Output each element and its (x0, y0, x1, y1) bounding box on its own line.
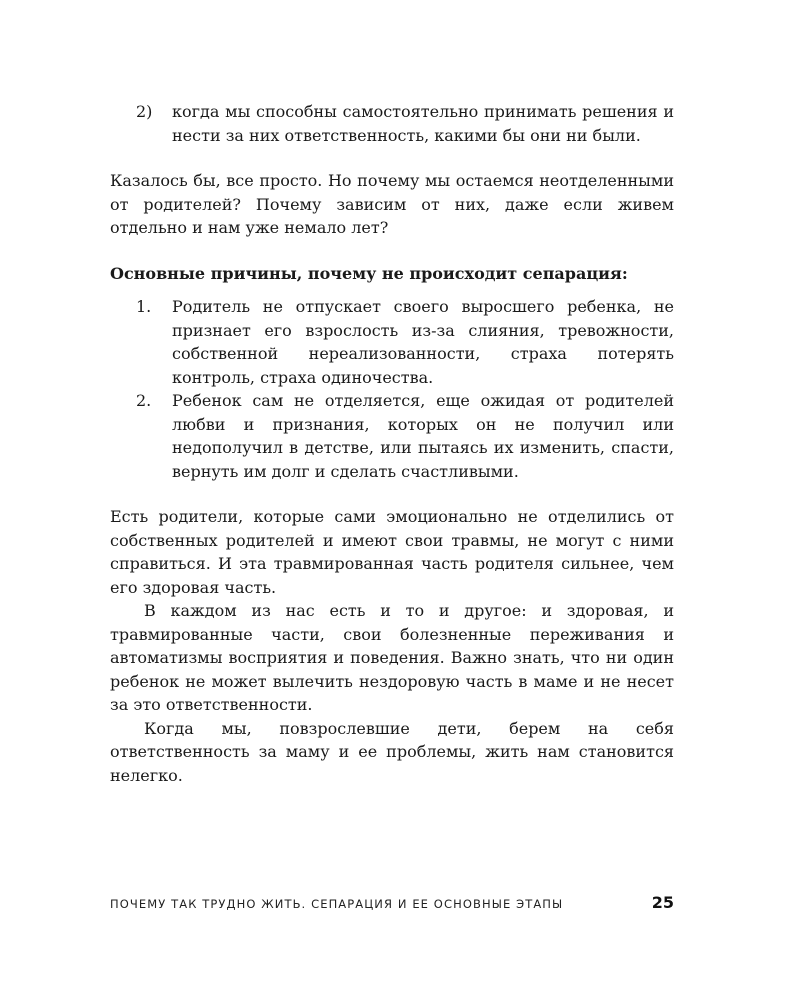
body-paragraph-2: В каждом из нас есть и то и другое: и здоровая, и травмированные части, свои болезненные переживания и автоматизмы восприятия и поведения. Важно знать, что ни один ребенок не может вылечить нездоровую часть в маме и не несет за это ответственности. (110, 601, 674, 714)
list-item-2 (110, 100, 674, 147)
reason-text: Ребенок сам не отделяется, еще ожидая от родителей любви и признания, которых он не получил или недополучил в детстве, или пытаясь их изменить, спасти, вернуть им долг и сделать счастливыми. (172, 391, 674, 481)
list-marker: 2) (136, 102, 153, 121)
running-title: ПОЧЕМУ ТАК ТРУДНО ЖИТЬ. СЕПАРАЦИЯ И ЕЕ ОСНОВНЫЕ ЭТАПЫ (110, 897, 564, 911)
reason-item-1 (110, 295, 674, 389)
page-number: 25 (651, 893, 674, 912)
page-footer (110, 893, 674, 912)
page-content (110, 100, 674, 787)
reason-text: Родитель не отпускает своего выросшего ребенка, не признает его взрослость из-за слияния, тревожности, собственной нереализованности, страха потерять контроль, страха одиночества. (172, 297, 674, 387)
body-paragraph-3: Когда мы, повзрослевшие дети, берем на себя ответственность за маму и ее проблемы, жить нам становится нелегко. (110, 718, 674, 785)
reason-item-2 (110, 389, 674, 483)
section-heading: Основные причины, почему не происходит сепарация: (110, 263, 628, 283)
list-item-text: когда мы способны самостоятельно принимать решения и нести за них ответственность, какими бы они ни были. (172, 102, 674, 145)
list-marker: 2. (136, 391, 152, 410)
list-marker: 1. (136, 297, 152, 316)
intro-paragraph: Казалось бы, все просто. Но почему мы остаемся неотделенными от родителей? Почему зависим от них, даже если живем отдельно и нам уже немало лет? (110, 171, 674, 237)
body-paragraph-1: Есть родители, которые сами эмоционально не отделились от собственных родителей и имеют свои травмы, не могут с ними справиться. И эта травмированная часть родителя сильнее, чем его здоровая часть. (110, 507, 674, 597)
